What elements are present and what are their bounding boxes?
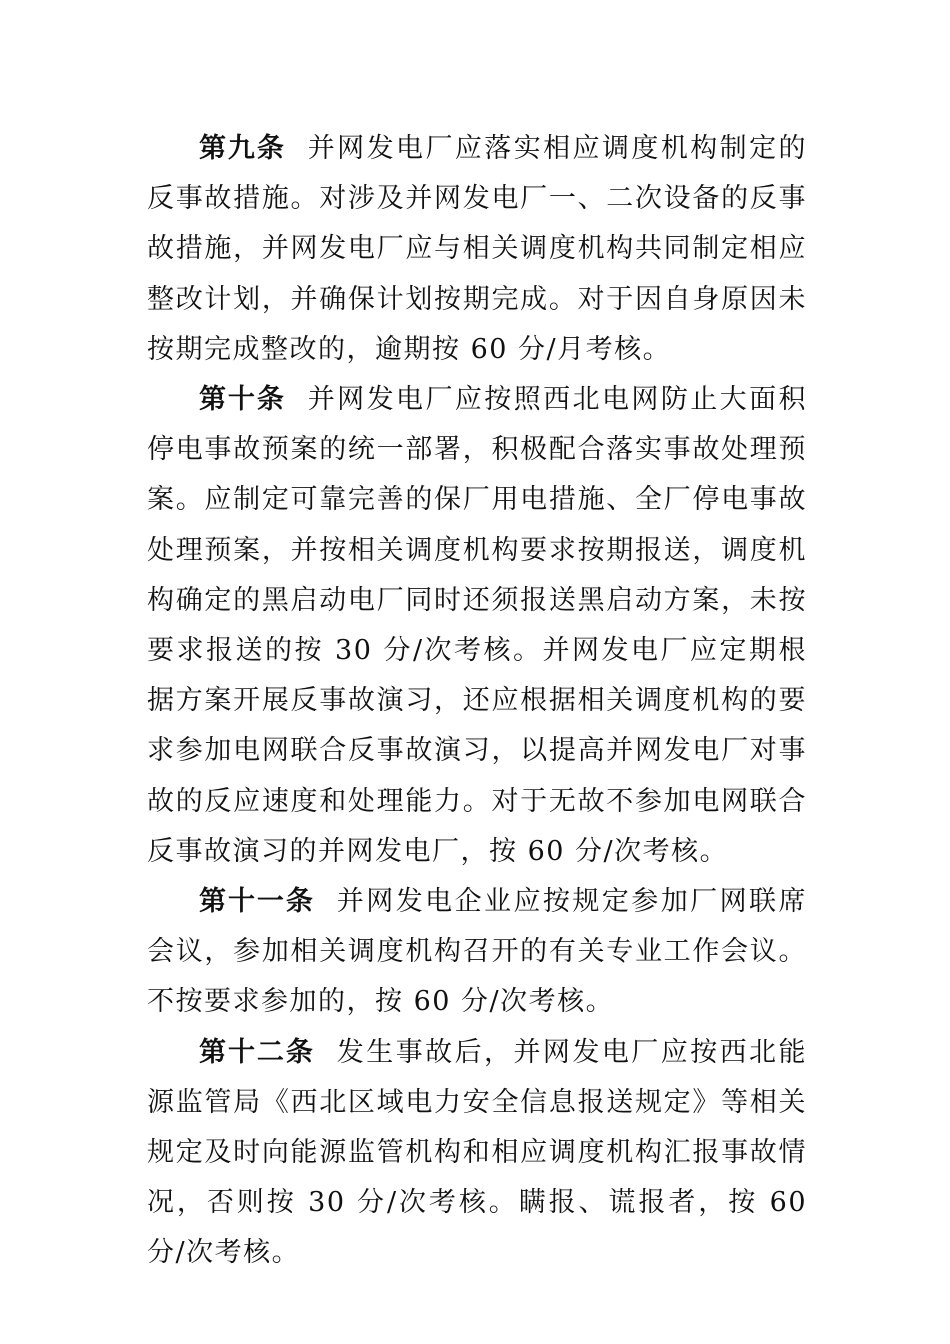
article-12 [147, 1028, 807, 1279]
article-number: 第十二条 [199, 1036, 315, 1068]
article-text: 并网发电厂应按照西北电网防止大面积停电事故预案的统一部署，积极配合落实事故处理预案。应制定可靠完善的保厂用电措施、全厂停电事故处理预案，并按相关调度机构要求按期报送，调度机构确定的黑启动电厂同时还须报送黑启动方案，未按要求报送的按 30 分/次考核。并网发电厂应定期根据方案开展反事故演习，还应根据相关调度机构的要求参加电网联合反事故演习，以提高并网发电厂对事故的反应速度和处理能力。对于无故不参加电网联合反事故演习的并网发电厂，按 60 分/次考核。 [147, 384, 808, 867]
article-10 [147, 375, 807, 877]
article-number: 第十条 [199, 384, 286, 416]
article-number: 第九条 [199, 133, 286, 164]
article-number: 第十一条 [199, 886, 315, 918]
article-text: 并网发电企业应按规定参加厂网联席会议，参加相关调度机构召开的有关专业工作会议。不按要求参加的，按 60 分/次考核。 [147, 886, 808, 1018]
document-body [147, 124, 807, 1279]
article-11 [147, 877, 807, 1028]
article-9 [147, 124, 807, 375]
article-text: 并网发电厂应落实相应调度机构制定的反事故措施。对涉及并网发电厂一、二次设备的反事故措施，并网发电厂应与相关调度机构共同制定相应整改计划，并确保计划按期完成。对于因自身原因未按期完成整改的，逾期按 60 分/月考核。 [147, 133, 808, 365]
article-text: 发生事故后，并网发电厂应按西北能源监管局《西北区域电力安全信息报送规定》等相关规定及时向能源监管机构和相应调度机构汇报事故情况，否则按 30 分/次考核。瞒报、谎报者，按 60 分/次考核。 [147, 1036, 808, 1269]
